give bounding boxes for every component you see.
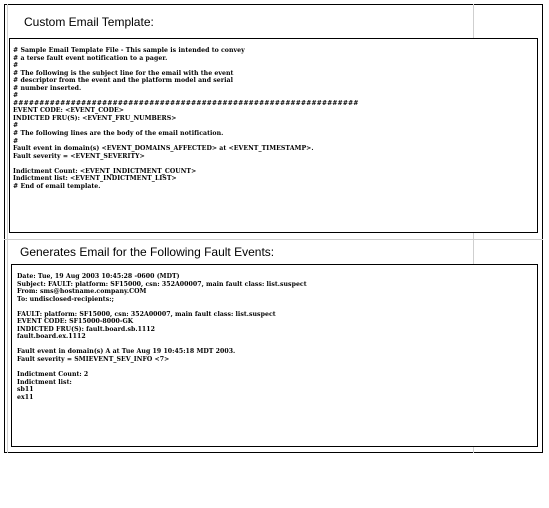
template-line: #	[13, 92, 19, 100]
template-line: # number inserted.	[13, 84, 82, 92]
template-line: #	[13, 62, 19, 70]
template-line: #	[13, 137, 19, 145]
template-line: INDICTED FRU(S): <EVENT_FRU_NUMBERS>	[13, 114, 177, 122]
template-panel	[9, 38, 538, 233]
template-line: Fault event in domain(s) <EVENT_DOMAINS_AFFECTED> at <EVENT_TIMESTAMP>.	[13, 145, 314, 153]
template-line: #	[13, 122, 19, 130]
template-line: Indictment list: <EVENT_INDICTMENT_LIST>	[13, 175, 177, 183]
generated-email-line: Indictment Count: 2	[17, 371, 89, 379]
generated-email-line: Date: Tue, 19 Aug 2003 10:45:28 -0600 (MDT)	[17, 273, 180, 280]
generated-email-line: From: sms@hostname.company.COM	[17, 288, 147, 296]
template-line: # Sample Email Template File - This sample is intended to convey	[13, 47, 245, 54]
generated-email-line: Fault severity = SMIEVENT_SEV_INFO <7>	[17, 356, 170, 364]
generated-email-line: sb11	[17, 386, 34, 394]
generated-email-code	[17, 273, 307, 401]
template-line: # descriptor from the event and the platform model and serial	[13, 77, 233, 85]
generated-email-line: FAULT: platform: SF15000, csn: 352A00007, main fault class: list.suspect	[17, 310, 276, 318]
generated-email-line: EVENT CODE: SF15000-8000-GK	[17, 318, 134, 326]
template-line: ##################################################################	[13, 99, 359, 107]
template-line: EVENT CODE: <EVENT_CODE>	[13, 107, 125, 115]
generated-email-line: Subject: FAULT: platform: SF15000, csn: 352A00007, main fault class: list.suspect	[17, 280, 307, 288]
generated-email-line: Indictment list:	[17, 378, 72, 386]
generated-email-panel	[11, 264, 538, 447]
generated-email-line: To: undisclosed-recipients:;	[17, 295, 114, 303]
generated-email-line: INDICTED FRU(S): fault.board.sb.1112	[17, 325, 155, 333]
template-line: # The following is the subject line for the email with the event	[13, 69, 234, 77]
template-code	[13, 47, 358, 190]
generated-section-title: Generates Email for the Following Fault Events:	[20, 245, 275, 259]
template-line: # End of email template.	[13, 182, 101, 190]
template-line: # a terse fault event notification to a pager.	[13, 54, 168, 62]
template-line: Indictment Count: <EVENT_INDICTMENT_COUNT>	[13, 167, 197, 175]
generated-email-line: Fault event in domain(s) A at Tue Aug 19 10:45:18 MDT 2003.	[17, 348, 236, 356]
generated-email-line: fault.board.ex.1112	[17, 333, 86, 341]
section-separator	[4, 239, 543, 240]
template-section-title: Custom Email Template:	[24, 15, 154, 29]
frame-divider-left	[7, 4, 8, 453]
template-line: Fault severity = <EVENT_SEVERITY>	[13, 152, 145, 160]
generated-email-line: ex11	[17, 393, 34, 401]
template-line: # The following lines are the body of the email notification.	[13, 130, 224, 138]
